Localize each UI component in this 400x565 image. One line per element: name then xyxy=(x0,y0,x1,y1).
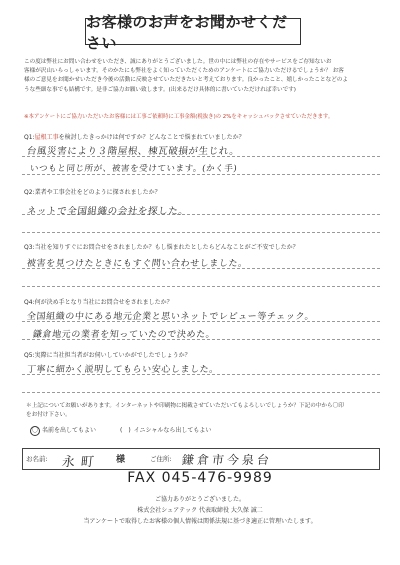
question-5 xyxy=(24,350,380,359)
answer-line xyxy=(22,286,380,287)
intro-line: この度は弊社にお問い合わせをいただき、誠にありがとうございました。世の中には弊社の存在やサービスをご存知ないお xyxy=(24,59,332,65)
question-text: 何が決め手となり当社にお問合せをされましたか？ xyxy=(34,299,173,306)
answer-line xyxy=(22,232,380,233)
page-title: お客様のお声をお聞かせください xyxy=(85,18,301,45)
name-label: お名前: xyxy=(26,455,48,463)
answer-2-line-1: ネットで全国組織の会社を探した。 xyxy=(26,206,190,217)
answer-4-line-2: 鎌倉地元の業者を知っていたので決めた。 xyxy=(32,330,216,340)
question-text: を検討したきっかけは何ですか？どんなことで悩まれていましたか？ xyxy=(58,134,245,141)
question-highlight: 屋根工事 xyxy=(34,134,59,141)
question-number: Q5: xyxy=(24,352,35,359)
option-paren: ( ) xyxy=(120,427,131,434)
question-number: Q4: xyxy=(24,299,35,306)
option-circle-selected[interactable]: 〇 xyxy=(31,426,38,434)
intro-line: 様のご意見をお聞かせいただき今後の活動に反映させていただきたいと考えております。良かったこと、嬉しかったことなどのよ xyxy=(24,77,348,84)
question-number: Q3: xyxy=(24,244,35,251)
question-1 xyxy=(24,132,380,141)
question-number: Q1: xyxy=(24,134,35,141)
consent-text xyxy=(26,402,386,420)
answer-3-line-1: 被害を見つけたときにもすぐ問い合わせしました。 xyxy=(26,259,249,269)
answer-line xyxy=(22,174,380,175)
option-label: イニシャルなら出してもよい xyxy=(133,427,212,434)
footer-privacy: 当アンケートで取得したお客様の個人情報は関係法規に基づき適正に管理いたします。 xyxy=(83,518,317,525)
answer-1-line-2: いつもと同じ所が、被害を受けています。(かく手) xyxy=(29,164,238,174)
sama-label: 様 xyxy=(116,455,126,465)
footer-thanks: ご協力ありがとうございました。 xyxy=(154,496,245,503)
intro-text xyxy=(24,58,384,95)
question-text: 実際に当社担当者がお伺いしていかがでしたでしょうか？ xyxy=(34,352,191,359)
answer-line xyxy=(22,392,380,393)
question-2 xyxy=(24,187,380,196)
question-text: 業者や工事会社をどのように探されましたか？ xyxy=(34,189,161,196)
option-label: 名前を出してもよい xyxy=(42,427,97,434)
answer-1-line-1: 台風災害により３階屋根、棟瓦破損が生じれ。 xyxy=(26,146,241,157)
question-4 xyxy=(24,297,380,306)
question-text: 当社を知りすぐにお問合せをされましたか？もし悩まれたとしたらどんなことがご不安でしたか？ xyxy=(34,244,299,251)
fax-number: FAX 045-476-9989 xyxy=(127,470,273,486)
option-name-ok[interactable] xyxy=(30,425,96,436)
footer-company: 株式会社シェアテック 代表取締役 大久保 誠二 xyxy=(137,507,263,514)
intro-line: 客様が沢山いらっしゃいます。そのかたにも弊社をよく知っていただくためのアンケートにご協力いただけるでしょうか？ お客 xyxy=(24,68,344,75)
consent-line: をお付け下さい。 xyxy=(26,412,71,418)
address-label: ご住所: xyxy=(150,455,172,463)
option-initial-ok[interactable] xyxy=(120,425,211,434)
answer-5-line-1: 丁寧に細かく説明してもらい安心しました。 xyxy=(26,365,220,375)
cashback-note: ※本アンケートにご協力いただいたお客様には工事ご依頼時に工事金額(税抜き)の 2%をキャッシュバックさせていただきます。 xyxy=(24,114,334,120)
consent-line: ＊上記についてお願いがあります。インターネットや印刷物に掲載させていただいてもよろしいでしょうか？下記の中から〇印 xyxy=(26,403,344,409)
address-value: 鎌倉市今泉台 xyxy=(181,453,273,467)
intro-line: うな些細な事でも結構です。是非ご協力お願い致します。(出来るだけ具体的に書いていただければ幸いです) xyxy=(24,86,296,93)
name-value: 永町 xyxy=(61,455,101,470)
question-number: Q2: xyxy=(24,189,35,196)
answer-4-line-1: 全国組織の中にある地元企業と思いネットでレビュー等チェック。 xyxy=(26,312,315,322)
question-3 xyxy=(24,242,380,251)
